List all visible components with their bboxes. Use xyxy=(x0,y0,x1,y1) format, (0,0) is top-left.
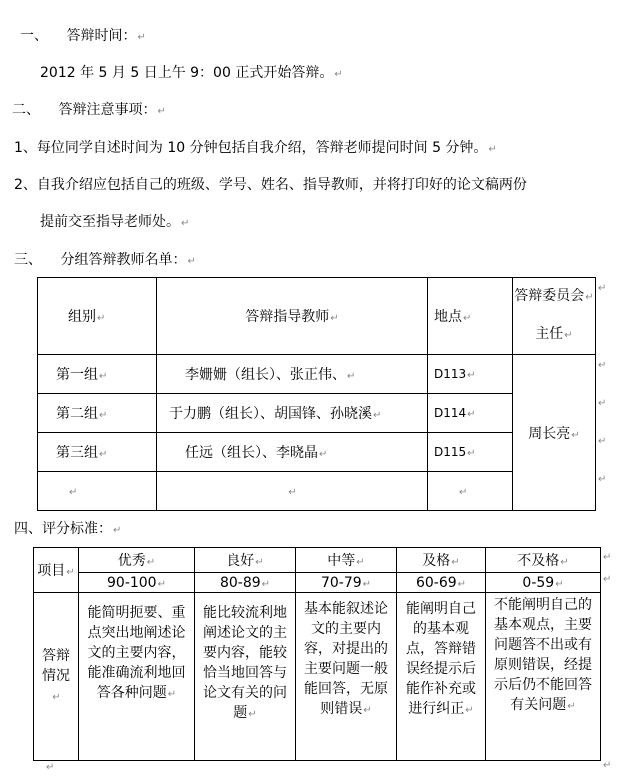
table-row xyxy=(38,355,596,394)
group-cell: 第二组↵ xyxy=(38,394,157,433)
group-cell: 第三组↵ xyxy=(38,433,157,472)
notice-item-2-text-cont: 提前交至指导老师处。 xyxy=(40,214,180,230)
grading-range-row xyxy=(34,573,601,593)
place-cell: D115↵ xyxy=(428,433,513,472)
level-name-cell: 不及格↵ xyxy=(486,548,601,573)
level-desc-cell: 能阐明自己的基本观点，答辩错误经提示后能作补充或进行纠正↵ xyxy=(397,593,486,761)
section-1-number: 一、 xyxy=(20,28,48,44)
group-cell: 第一组↵ xyxy=(38,355,157,394)
section-2-heading xyxy=(12,101,166,121)
level-desc-cell: 能简明扼要、重点突出地阐述论文的主要内容，能准确流利地回答各种问题↵ xyxy=(79,593,195,761)
section-1-body xyxy=(40,64,343,84)
grading-table xyxy=(33,547,601,761)
grading-desc-row xyxy=(34,593,601,761)
level-desc-cell: 基本能叙述论文的主要内容，对提出的主要问题一般能回答，无原则错误↵ xyxy=(296,593,397,761)
grading-header-row xyxy=(34,548,601,573)
place-cell: D113↵ xyxy=(428,355,513,394)
table-row xyxy=(38,472,596,511)
notice-item-1 xyxy=(14,139,497,159)
defense-time-text: 2012 年 5 月 5 日上午 9：00 正式开始答辩。 xyxy=(40,65,334,81)
notice-item-2 xyxy=(14,176,527,194)
notice-item-2-text: 2、自我介绍应包括自己的班级、学号、姓名、指导教师，并将打印好的论文稿两份 xyxy=(14,177,527,193)
empty-cell: ↵ xyxy=(428,472,513,511)
paragraph-mark: ↵ xyxy=(157,106,166,117)
notice-item-2-cont xyxy=(40,213,189,233)
level-name-cell: 及格↵ xyxy=(397,548,486,573)
row-end-mark: ↵ xyxy=(598,436,607,447)
level-range-cell: 90-100↵ xyxy=(79,573,195,593)
table-row xyxy=(38,433,596,472)
notice-item-1-text: 1、每位同学自述时间为 10 分钟包括自我介绍，答辩老师提问时间 5 分钟。 xyxy=(14,140,488,156)
row-end-mark: ↵ xyxy=(598,360,607,371)
level-range-cell: 0-59↵ xyxy=(486,573,601,593)
section-4-heading xyxy=(14,520,121,540)
teachers-cell: 李姗姗（组长）、张正伟、↵ xyxy=(157,355,428,394)
row-end-mark: ↵ xyxy=(598,283,607,294)
section-1-heading xyxy=(20,27,146,47)
section-4-title: 四、评分标准： xyxy=(14,521,112,537)
place-cell: D114↵ xyxy=(428,394,513,433)
teachers-cell: 任远（组长）、李晓晶↵ xyxy=(157,433,428,472)
level-range-cell: 70-79↵ xyxy=(296,573,397,593)
level-desc-cell: 能比较流利地阐述论文的主要内容，能较恰当地回答与论文有关的问题↵ xyxy=(195,593,296,761)
paragraph-mark: ↵ xyxy=(137,32,146,43)
paragraph-mark: ↵ xyxy=(113,525,122,536)
paragraph-mark: ↵ xyxy=(46,762,55,773)
paragraph-mark: ↵ xyxy=(181,218,190,229)
committee-head-cell: 周长亮↵ xyxy=(513,355,596,511)
section-3-heading xyxy=(14,251,196,271)
level-name-cell: 优秀↵ xyxy=(79,548,195,573)
level-name-cell: 良好↵ xyxy=(195,548,296,573)
row-end-mark: ↵ xyxy=(598,398,607,409)
header-place: 地点↵ xyxy=(428,278,513,355)
header-group: 组别↵ xyxy=(38,278,157,355)
header-teachers: 答辩指导教师↵ xyxy=(157,278,428,355)
row-end-mark: ↵ xyxy=(598,474,607,485)
paragraph-mark: ↵ xyxy=(488,144,497,155)
level-range-cell: 80-89↵ xyxy=(195,573,296,593)
row-label-cell: 答辩情况↵ xyxy=(34,593,79,761)
group-table xyxy=(37,277,596,511)
section-1-title: 答辩时间： xyxy=(66,28,137,44)
level-desc-cell: 不能阐明自己的基本观点，主要问题答不出或有原则错误，经提示后仍不能回答有关问题↵ xyxy=(486,593,601,761)
empty-cell: ↵ xyxy=(38,472,157,511)
level-name-cell: 中等↵ xyxy=(296,548,397,573)
table-row xyxy=(38,394,596,433)
row-end-mark: ↵ xyxy=(603,552,612,563)
paragraph-mark: ↵ xyxy=(187,256,196,267)
section-2-title: 答辩注意事项： xyxy=(58,102,157,118)
teachers-cell: 于力鹏（组长）、胡国锋、孙晓溪↵ xyxy=(157,394,428,433)
section-2-number: 二、 xyxy=(12,102,40,118)
paragraph-mark: ↵ xyxy=(334,69,343,80)
section-3-title: 分组答辩教师名单： xyxy=(60,252,187,268)
row-end-mark: ↵ xyxy=(603,574,612,585)
header-committee: 答辩委员会↵ 主任↵ xyxy=(513,278,596,355)
section-3-number: 三、 xyxy=(14,252,42,268)
item-label-cell: 项目↵ xyxy=(34,548,79,593)
level-range-cell: 60-69↵ xyxy=(397,573,486,593)
empty-cell: ↵ xyxy=(157,472,428,511)
row-end-mark: ↵ xyxy=(603,760,612,771)
